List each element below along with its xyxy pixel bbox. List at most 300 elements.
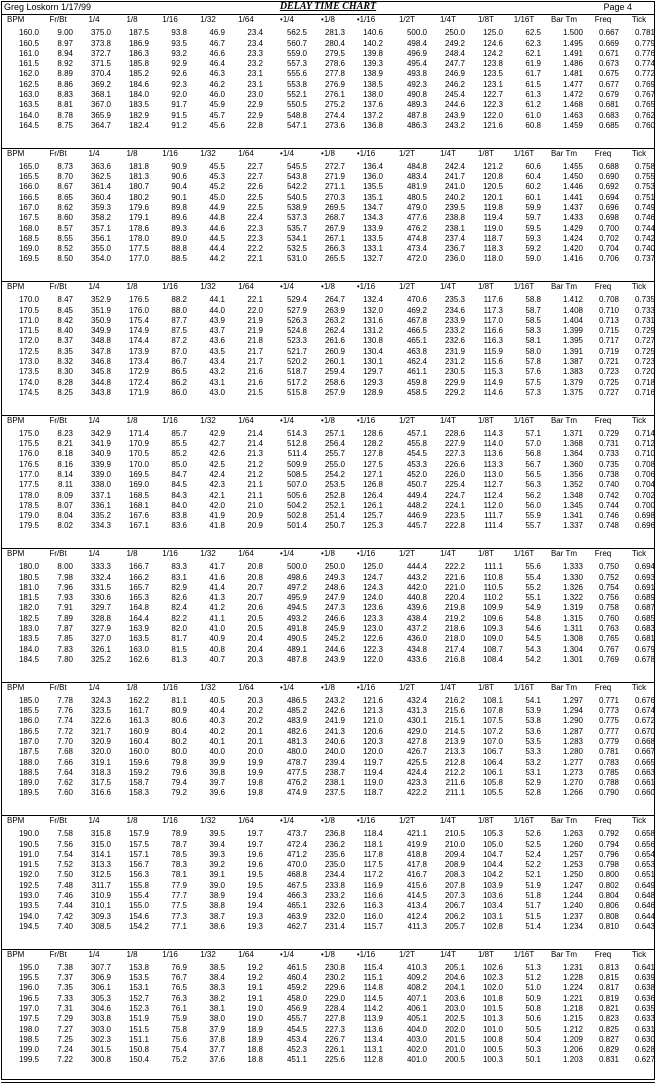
table-cell: 1.345	[543, 501, 585, 511]
table-cell: 368.1	[75, 90, 113, 100]
table-cell: 455.8	[385, 439, 429, 449]
table-row	[1, 162, 657, 172]
table-cell: 164.5	[1, 121, 41, 131]
table-cell: 0.654	[621, 850, 657, 860]
table-cell: 44.5	[189, 234, 227, 244]
table-cell: 182.4	[113, 121, 151, 131]
table-cell: 434.8	[385, 645, 429, 655]
table-cell: 187.0	[1, 737, 41, 747]
table-cell: 0.698	[585, 213, 621, 223]
table-cell: 82.6	[151, 593, 189, 603]
table-cell: 1.206	[543, 1045, 585, 1055]
table-cell: 59.5	[505, 224, 543, 234]
table-cell: 135.1	[347, 193, 385, 203]
table-cell: 151.5	[113, 1025, 151, 1035]
table-cell: 107.5	[467, 716, 505, 726]
table-row	[1, 388, 657, 398]
table-cell: 0.717	[585, 336, 621, 346]
table-cell: 152.7	[113, 994, 151, 1004]
table-cell: 535.7	[265, 224, 309, 234]
table-cell: 8.47	[41, 295, 75, 305]
table-cell: 54.6	[505, 624, 543, 634]
table-cell: 0.756	[585, 593, 621, 603]
table-cell: 410.3	[385, 963, 429, 973]
table-cell: 470.0	[265, 860, 309, 870]
table-cell: 429.0	[385, 727, 429, 737]
table-cell: 0.827	[585, 1035, 621, 1045]
table-cell: 222.8	[429, 521, 467, 531]
table-row	[1, 39, 657, 49]
table-cell: 8.07	[41, 501, 75, 511]
table-cell: 78.1	[151, 870, 189, 880]
table-cell: 235.3	[429, 295, 467, 305]
column-header: •1/8	[309, 149, 347, 159]
table-cell: 83.3	[151, 562, 189, 572]
table-cell: 7.54	[41, 850, 75, 860]
table-cell: 176.5	[113, 295, 151, 305]
table-cell: 423.3	[385, 778, 429, 788]
table-cell: 81.5	[151, 645, 189, 655]
column-header: Bar Tm	[543, 816, 585, 826]
column-header: 1/8T	[467, 416, 505, 426]
table-cell: 59.9	[505, 203, 543, 213]
table-cell: 345.8	[75, 367, 113, 377]
table-cell: 0.760	[585, 614, 621, 624]
table-cell: 231.9	[429, 347, 467, 357]
table-cell: 0.715	[585, 326, 621, 336]
table-cell: 240.0	[309, 747, 347, 757]
table-cell: 0.744	[621, 224, 657, 234]
table-section	[1, 15, 655, 149]
table-cell: 229.9	[429, 378, 467, 388]
table-cell: 243.2	[429, 121, 467, 131]
table-cell: 0.725	[621, 347, 657, 357]
table-cell: 114.0	[467, 439, 505, 449]
table-cell: 493.8	[385, 69, 429, 79]
table-cell: 75.4	[151, 1045, 189, 1055]
table-cell: 184.6	[113, 80, 151, 90]
table-cell: 484.8	[385, 162, 429, 172]
table-cell: 84.0	[151, 501, 189, 511]
table-cell: 112.0	[467, 501, 505, 511]
table-cell: 78.9	[151, 829, 189, 839]
table-cell: 0.772	[621, 69, 657, 79]
table-cell: 91.7	[151, 100, 189, 110]
table-row	[1, 80, 657, 90]
table-cell: 280.4	[309, 39, 347, 49]
table-cell: 56.0	[505, 501, 543, 511]
table-cell: 277.8	[309, 69, 347, 79]
table-cell: 131.2	[347, 326, 385, 336]
table-cell: 23.2	[227, 59, 265, 69]
table-cell: 131.6	[347, 316, 385, 326]
table-cell: 172.9	[113, 367, 151, 377]
table-cell: 174.0	[1, 378, 41, 388]
table-cell: 124.7	[347, 573, 385, 583]
table-row	[1, 429, 657, 439]
table-cell: 75.8	[151, 1025, 189, 1035]
table-row	[1, 583, 657, 593]
table-cell: 0.798	[585, 860, 621, 870]
table-cell: 51.3	[505, 963, 543, 973]
table-cell: 310.1	[75, 901, 113, 911]
table-row	[1, 439, 657, 449]
column-header-row	[1, 816, 657, 826]
column-header-row	[1, 282, 657, 292]
table-cell: 46.4	[189, 59, 227, 69]
table-cell: 305.3	[75, 994, 113, 1004]
table-cell: 8.09	[41, 491, 75, 501]
table-cell: 0.760	[621, 121, 657, 131]
table-cell: 262.4	[309, 326, 347, 336]
table-row	[1, 1004, 657, 1014]
table-cell: 0.639	[621, 973, 657, 983]
table-cell: 481.3	[265, 737, 309, 747]
table-cell: 42.6	[189, 449, 227, 459]
table-cell: 315.0	[75, 840, 113, 850]
column-header: 1/8	[113, 282, 151, 292]
table-cell: 120.1	[467, 193, 505, 203]
table-cell: 116.6	[467, 326, 505, 336]
table-row	[1, 1055, 657, 1065]
table-cell: 0.755	[621, 172, 657, 182]
table-cell: 19.6	[227, 860, 265, 870]
table-cell: 127.5	[347, 460, 385, 470]
table-cell: 193.5	[1, 901, 41, 911]
table-cell: 116.3	[467, 336, 505, 346]
table-row	[1, 1025, 657, 1035]
table-row	[1, 111, 657, 121]
table-cell: 1.326	[543, 583, 585, 593]
column-header: •1/16	[347, 15, 385, 25]
table-cell: 179.5	[1, 521, 41, 531]
table-cell: 113.1	[347, 1045, 385, 1055]
table-cell: 52.2	[505, 860, 543, 870]
table-cell: 119.4	[467, 213, 505, 223]
column-header: Fr/Bt	[41, 416, 75, 426]
table-cell: 321.7	[75, 727, 113, 737]
table-cell: 92.3	[151, 80, 189, 90]
table-cell: 86.5	[151, 367, 189, 377]
table-cell: 211.6	[429, 778, 467, 788]
table-cell: 0.718	[621, 378, 657, 388]
table-row	[1, 367, 657, 377]
table-cell: 0.671	[585, 49, 621, 59]
table-cell: 1.395	[543, 336, 585, 346]
table-cell: 401.0	[385, 1055, 429, 1065]
column-header: 1/16T	[505, 950, 543, 960]
table-cell: 177.0	[113, 254, 151, 264]
table-cell: 23.1	[227, 80, 265, 90]
table-cell: 540.5	[265, 193, 309, 203]
table-cell: 40.3	[189, 716, 227, 726]
table-cell: 56.8	[505, 449, 543, 459]
table-cell: 194.5	[1, 922, 41, 932]
table-cell: 84.3	[151, 491, 189, 501]
column-header: 1/32	[189, 282, 227, 292]
table-cell: 485.2	[265, 706, 309, 716]
table-cell: 252.1	[309, 501, 347, 511]
table-cell: 168.1	[113, 501, 151, 511]
table-cell: 247.3	[309, 603, 347, 613]
column-header: •1/8	[309, 816, 347, 826]
table-cell: 0.712	[621, 439, 657, 449]
table-cell: 111.4	[467, 521, 505, 531]
table-cell: 109.9	[467, 603, 505, 613]
table-cell: 459.2	[265, 983, 309, 993]
table-cell: 191.0	[1, 850, 41, 860]
table-cell: 7.91	[41, 603, 75, 613]
table-cell: 426.7	[385, 747, 429, 757]
table-cell: 55.1	[505, 593, 543, 603]
table-cell: 181.8	[113, 162, 151, 172]
table-cell: 190.5	[1, 840, 41, 850]
table-cell: 425.5	[385, 758, 429, 768]
table-cell: 520.2	[265, 357, 309, 367]
column-header: •1/16	[347, 683, 385, 693]
table-cell: 256.4	[309, 439, 347, 449]
table-cell: 232.0	[309, 912, 347, 922]
table-cell: 534.1	[265, 234, 309, 244]
table-cell: 162.0	[1, 69, 41, 79]
table-cell: 43.7	[189, 326, 227, 336]
table-cell: 43.4	[189, 357, 227, 367]
table-cell: 89.0	[151, 234, 189, 244]
table-row	[1, 501, 657, 511]
table-cell: 116.9	[347, 881, 385, 891]
table-cell: 136.8	[347, 121, 385, 131]
table-cell: 0.806	[585, 901, 621, 911]
table-cell: 83.1	[151, 573, 189, 583]
table-cell: 509.9	[265, 460, 309, 470]
table-cell: 170.5	[1, 306, 41, 316]
table-cell: 0.785	[585, 768, 621, 778]
table-cell: 53.2	[505, 758, 543, 768]
table-cell: 1.304	[543, 645, 585, 655]
table-cell: 56.3	[505, 480, 543, 490]
table-cell: 1.315	[543, 614, 585, 624]
table-cell: 7.25	[41, 1035, 75, 1045]
table-cell: 22.0	[227, 306, 265, 316]
table-cell: 542.2	[265, 182, 309, 192]
table-row	[1, 49, 657, 59]
table-cell: 21.5	[227, 388, 265, 398]
column-header: Tick	[621, 416, 657, 426]
table-cell: 57.1	[505, 429, 543, 439]
table-cell: 80.9	[151, 706, 189, 716]
table-cell: 0.688	[585, 162, 621, 172]
table-cell: 457.1	[385, 429, 429, 439]
table-cell: 50.1	[505, 1055, 543, 1065]
table-cell: 0.733	[621, 306, 657, 316]
author-label: Greg Loskorn 1/17/99	[4, 1, 91, 13]
table-cell: 167.5	[1, 213, 41, 223]
table-cell: 211.1	[429, 788, 467, 798]
table-cell: 76.5	[151, 983, 189, 993]
table-cell: 416.7	[385, 870, 429, 880]
table-cell: 84.5	[151, 480, 189, 490]
table-cell: 272.7	[309, 162, 347, 172]
table-cell: 77.5	[151, 901, 189, 911]
table-cell: 20.8	[227, 573, 265, 583]
table-cell: 0.672	[621, 716, 657, 726]
table-cell: 306.9	[75, 973, 113, 983]
table-cell: 0.631	[621, 1025, 657, 1035]
column-header: Tick	[621, 950, 657, 960]
table-cell: 83.6	[151, 521, 189, 531]
column-header: 1/8	[113, 950, 151, 960]
section-table	[1, 683, 657, 799]
table-cell: 7.68	[41, 747, 75, 757]
table-row	[1, 254, 657, 264]
table-cell: 1.491	[543, 49, 585, 59]
table-cell: 137.6	[347, 100, 385, 110]
table-cell: 186.9	[113, 39, 151, 49]
table-cell: 102.0	[467, 983, 505, 993]
table-cell: 0.788	[585, 778, 621, 788]
table-cell: 7.56	[41, 840, 75, 850]
column-header: •1/4	[265, 549, 309, 559]
table-cell: 7.72	[41, 727, 75, 737]
table-cell: 174.4	[113, 336, 151, 346]
table-cell: 39.1	[189, 870, 227, 880]
column-header: BPM	[1, 282, 41, 292]
table-cell: 252.8	[309, 491, 347, 501]
table-cell: 1.234	[543, 922, 585, 932]
table-cell: 174.5	[1, 388, 41, 398]
table-cell: 109.6	[467, 614, 505, 624]
table-cell: 8.81	[41, 100, 75, 110]
table-cell: 115.1	[347, 973, 385, 983]
table-cell: 53.5	[505, 737, 543, 747]
table-cell: 124.6	[467, 39, 505, 49]
table-cell: 1.408	[543, 306, 585, 316]
table-cell: 1.368	[543, 439, 585, 449]
table-cell: 160.9	[113, 727, 151, 737]
table-cell: 0.681	[585, 100, 621, 110]
table-cell: 44.0	[189, 306, 227, 316]
column-header: 1/2T	[385, 149, 429, 159]
table-cell: 1.404	[543, 316, 585, 326]
table-cell: 21.1	[227, 491, 265, 501]
table-cell: 58.1	[505, 336, 543, 346]
table-cell: 273.6	[309, 121, 347, 131]
table-cell: 62.5	[505, 28, 543, 38]
table-cell: 19.9	[227, 768, 265, 778]
column-header: 1/2T	[385, 549, 429, 559]
table-cell: 515.8	[265, 388, 309, 398]
table-cell: 243.9	[429, 111, 467, 121]
table-cell: 1.311	[543, 624, 585, 634]
table-cell: 114.2	[347, 1004, 385, 1014]
table-cell: 358.2	[75, 213, 113, 223]
table-cell: 0.727	[621, 336, 657, 346]
table-cell: 0.663	[621, 768, 657, 778]
table-cell: 213.3	[429, 747, 467, 757]
table-cell: 76.3	[151, 994, 189, 1004]
table-cell: 113.6	[467, 449, 505, 459]
table-cell: 123.0	[347, 624, 385, 634]
table-cell: 486.5	[265, 696, 309, 706]
table-cell: 59.0	[505, 254, 543, 264]
table-cell: 55.2	[505, 583, 543, 593]
table-cell: 126.4	[347, 491, 385, 501]
table-cell: 341.9	[75, 439, 113, 449]
table-cell: 309.3	[75, 912, 113, 922]
table-cell: 0.719	[585, 347, 621, 357]
table-cell: 38.6	[189, 922, 227, 932]
table-cell: 333.3	[75, 562, 113, 572]
table-cell: 0.725	[585, 378, 621, 388]
table-cell: 303.0	[75, 1025, 113, 1035]
column-header: •1/8	[309, 416, 347, 426]
table-cell: 167.1	[113, 521, 151, 531]
table-cell: 0.661	[621, 778, 657, 788]
table-cell: 46.0	[189, 90, 227, 100]
column-header: 1/8	[113, 549, 151, 559]
table-cell: 458.5	[385, 388, 429, 398]
table-cell: 75.2	[151, 1055, 189, 1065]
table-cell: 489.3	[385, 100, 429, 110]
table-cell: 230.2	[309, 973, 347, 983]
table-cell: 122.3	[467, 100, 505, 110]
table-cell: 1.301	[543, 655, 585, 665]
table-cell: 222.2	[429, 562, 467, 572]
table-cell: 0.727	[585, 388, 621, 398]
table-cell: 203.0	[429, 1004, 467, 1014]
table-cell: 104.4	[467, 860, 505, 870]
table-cell: 7.29	[41, 1014, 75, 1024]
table-cell: 139.3	[347, 59, 385, 69]
table-cell: 42.0	[189, 501, 227, 511]
table-cell: 471.2	[265, 850, 309, 860]
column-header: •1/8	[309, 15, 347, 25]
table-cell: 1.477	[543, 80, 585, 90]
table-cell: 115.3	[467, 367, 505, 377]
table-cell: 250.0	[429, 28, 467, 38]
table-cell: 106.1	[467, 768, 505, 778]
table-cell: 38.0	[189, 1014, 227, 1024]
table-cell: 50.6	[505, 1014, 543, 1024]
table-cell: 76.1	[151, 1004, 189, 1014]
column-header: 1/32	[189, 15, 227, 25]
table-cell: 241.3	[309, 727, 347, 737]
table-cell: 316.6	[75, 788, 113, 798]
table-cell: 37.8	[189, 1035, 227, 1045]
column-header: •1/16	[347, 816, 385, 826]
table-cell: 104.7	[467, 850, 505, 860]
table-cell: 344.8	[75, 378, 113, 388]
table-cell: 248.4	[429, 49, 467, 59]
table-cell: 18.9	[227, 1025, 265, 1035]
table-cell: 1.446	[543, 182, 585, 192]
table-cell: 1.212	[543, 1025, 585, 1035]
table-cell: 184.5	[1, 655, 41, 665]
table-cell: 0.643	[621, 922, 657, 932]
table-cell: 175.4	[113, 316, 151, 326]
table-cell: 100.5	[467, 1045, 505, 1055]
table-cell: 258.6	[309, 378, 347, 388]
column-header: 1/4	[75, 816, 113, 826]
column-header: •1/8	[309, 950, 347, 960]
table-cell: 136.0	[347, 172, 385, 182]
table-cell: 500.0	[385, 28, 429, 38]
table-cell: 117.3	[467, 306, 505, 316]
table-cell: 0.758	[621, 162, 657, 172]
table-cell: 59.7	[505, 213, 543, 223]
table-cell: 261.6	[309, 336, 347, 346]
column-header: 1/64	[227, 683, 265, 693]
